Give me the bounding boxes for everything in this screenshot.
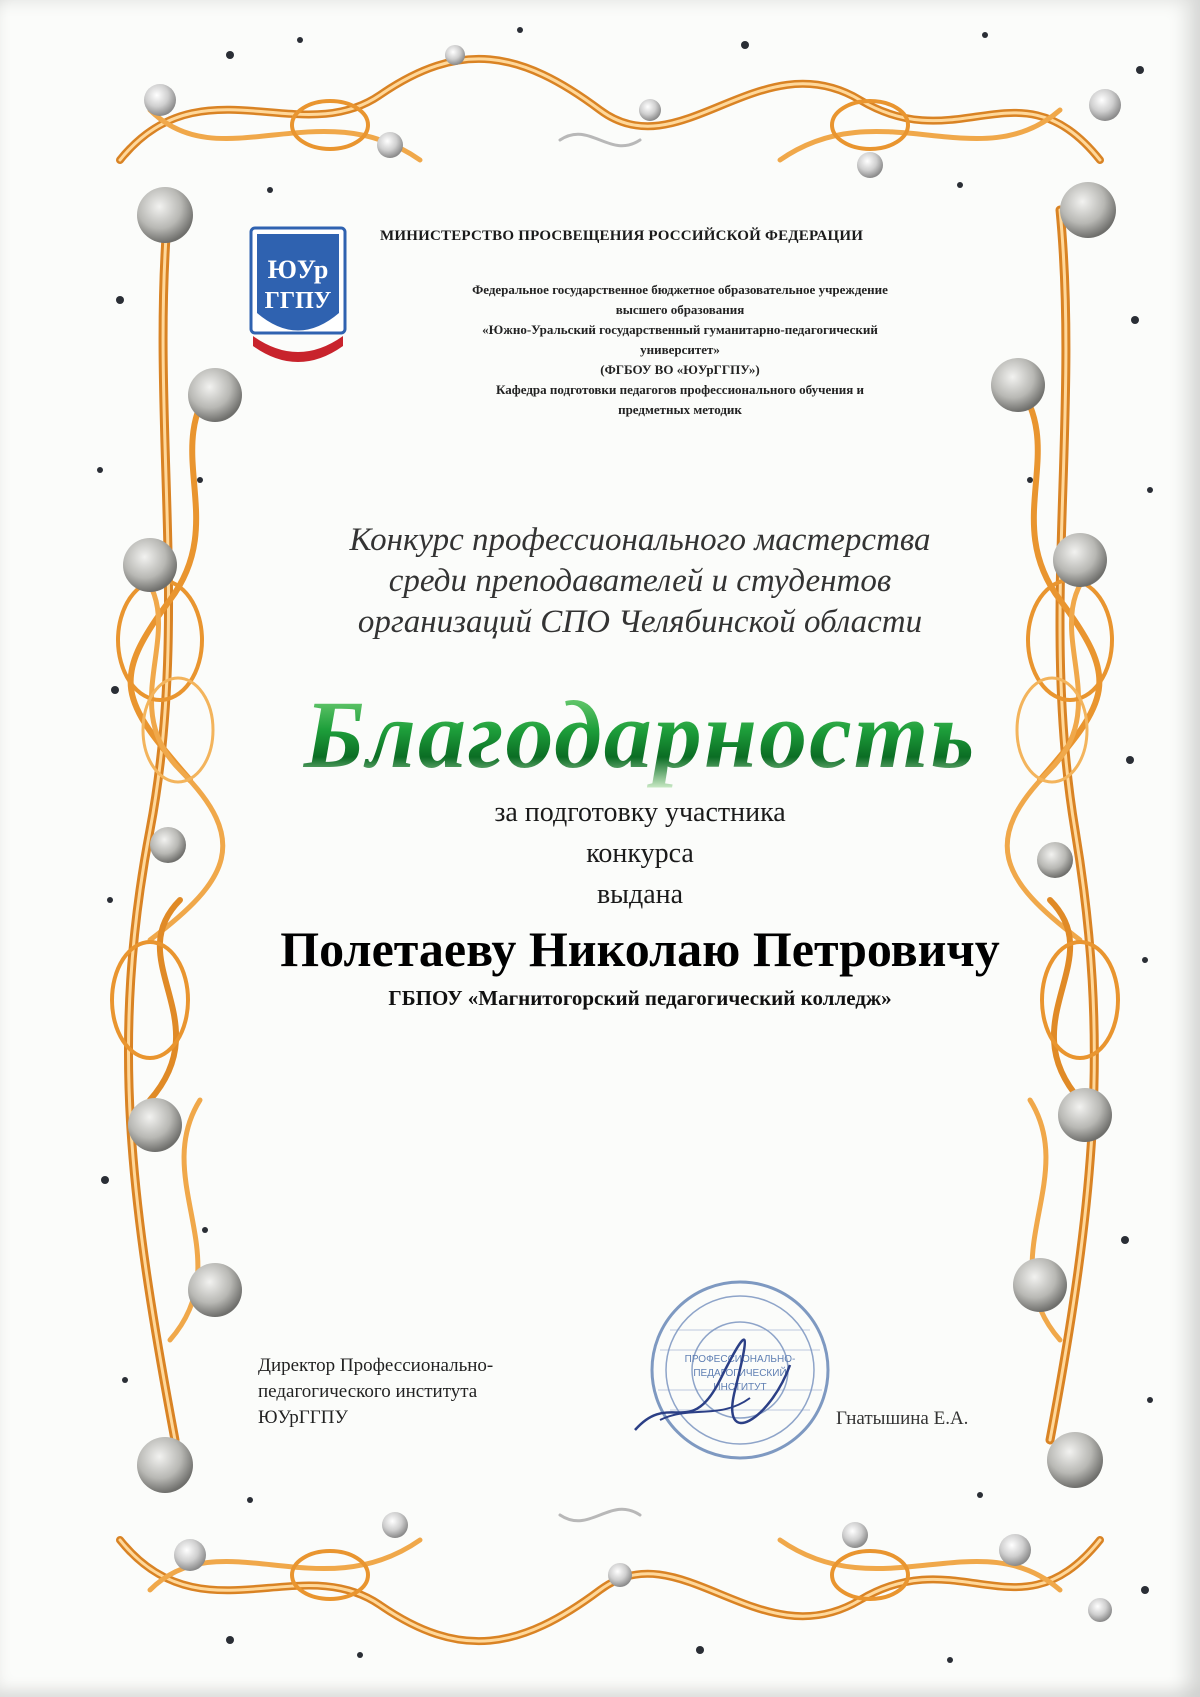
org-line: университет» bbox=[640, 342, 720, 357]
recipient-college: ГБПОУ «Магнитогорский педагогический колледж» bbox=[388, 986, 892, 1010]
org-line: (ФГБОУ ВО «ЮУрГГПУ») bbox=[600, 362, 760, 377]
contest-line: среди преподавателей и студентов bbox=[388, 563, 892, 599]
contest-description bbox=[260, 520, 1020, 643]
svg-text:ГГПУ: ГГПУ bbox=[264, 288, 332, 314]
reason-line: конкурса bbox=[586, 838, 694, 869]
svg-text:ЮУр: ЮУр bbox=[267, 255, 329, 284]
signer-name: Гнатышина Е.А. bbox=[836, 1408, 969, 1429]
seal-stamp-icon bbox=[630, 1270, 850, 1470]
contest-line: организаций СПО Челябинской области bbox=[357, 604, 923, 640]
organization-block bbox=[360, 280, 1000, 420]
university-crest-icon bbox=[243, 218, 353, 378]
director-line: Директор Профессионально- bbox=[258, 1355, 494, 1376]
reason-line: выдана bbox=[596, 879, 684, 910]
director-title bbox=[258, 1353, 578, 1431]
recipient-name: Полетаеву Николаю Петровичу bbox=[280, 921, 1000, 977]
stamp-line-2: ПЕДАГОГИЧЕСКИЙ bbox=[693, 1368, 787, 1379]
contest-line: Конкурс профессионального мастерства bbox=[349, 522, 931, 558]
org-line: «Южно-Уральский государственный гуманитарно-педагогический bbox=[482, 322, 878, 337]
award-reason bbox=[360, 792, 920, 915]
org-line: Кафедра подготовки педагогов профессионального обучения и bbox=[495, 382, 865, 397]
org-line: Федеральное государственное бюджетное образовательное учреждение bbox=[472, 282, 888, 297]
top-border bbox=[120, 59, 1100, 160]
stamp-line-1: ПРОФЕССИОНАЛЬНО- bbox=[684, 1354, 796, 1365]
org-line: предметных методик bbox=[618, 402, 742, 417]
reason-line: за подготовку участника bbox=[494, 797, 786, 828]
ministry-heading: МИНИСТЕРСТВО ПРОСВЕЩЕНИЯ РОССИЙСКОЙ ФЕДЕРАЦИИ bbox=[380, 228, 864, 244]
certificate-title: Благодарность bbox=[250, 680, 1030, 790]
director-line: ЮУрГГПУ bbox=[258, 1407, 348, 1428]
org-line: высшего образования bbox=[615, 302, 745, 317]
stamp-line-3: ИНСТИТУТ bbox=[713, 1382, 767, 1393]
director-line: педагогического института bbox=[258, 1381, 478, 1402]
